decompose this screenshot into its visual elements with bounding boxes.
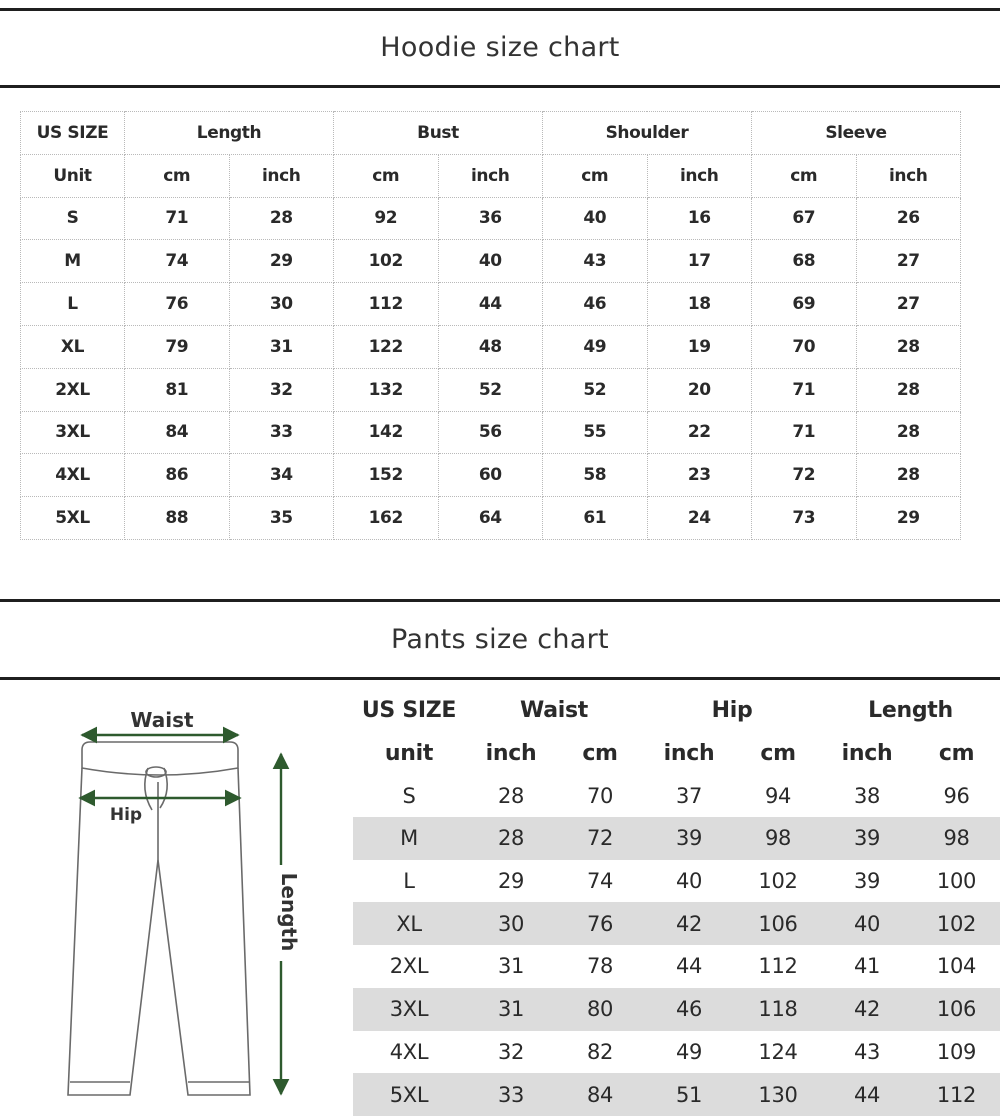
measurement-cell: 73: [752, 497, 857, 540]
measurement-cell: 36: [438, 197, 543, 240]
measurement-cell: 78: [586, 954, 614, 979]
measurement-cell: 28: [229, 197, 334, 240]
measurement-cell: 84: [557, 1073, 643, 1116]
measurement-cell: 112: [758, 954, 798, 979]
hoodie-header-cell: Sleeve: [752, 112, 961, 155]
pants-title-divider: [0, 677, 1000, 680]
table-row: [353, 817, 1000, 860]
diagram-hip-label: Hip: [109, 805, 143, 825]
measurement-cell: 31: [497, 954, 525, 979]
measurement-cell: 34: [229, 454, 334, 497]
measurement-cell: 29: [856, 497, 961, 540]
measurement-cell: 112: [334, 283, 439, 326]
measurement-cell: 112: [913, 1073, 1000, 1116]
measurement-cell: 29: [229, 240, 334, 283]
size-label-cell: XL: [353, 902, 465, 945]
table-row: [353, 945, 1000, 988]
measurement-cell: 48: [438, 325, 543, 368]
measurement-cell: 69: [752, 283, 857, 326]
hoodie-unit-cell: inch: [856, 154, 961, 197]
measurement-cell: 30: [229, 283, 334, 326]
measurement-cell: 52: [543, 368, 648, 411]
table-row: [21, 497, 961, 540]
measurement-cell: 92: [334, 197, 439, 240]
measurement-cell: 17: [647, 240, 752, 283]
measurement-cell: 32: [497, 1039, 525, 1064]
size-label-cell: L: [403, 869, 415, 894]
measurement-cell: 38: [853, 783, 881, 808]
table-row: [21, 454, 961, 497]
pants-unit-cell: cm: [582, 740, 618, 766]
measurement-cell: 74: [586, 869, 614, 894]
hoodie-unit-cell: inch: [438, 154, 543, 197]
measurement-cell: 76: [557, 902, 643, 945]
size-label-cell: 3XL: [353, 988, 465, 1031]
hoodie-chart-title: Hoodie size chart: [380, 32, 620, 63]
table-row: [353, 860, 1000, 903]
measurement-cell: 67: [752, 197, 857, 240]
measurement-cell: 96: [943, 783, 970, 808]
size-label-cell: 3XL: [21, 411, 125, 454]
pants-header-cell: Hip: [711, 697, 753, 723]
measurement-cell: 27: [856, 240, 961, 283]
measurement-cell: 20: [647, 368, 752, 411]
measurement-cell: 132: [334, 368, 439, 411]
table-row: [21, 197, 961, 240]
measurement-cell: 79: [125, 325, 230, 368]
measurement-cell: 70: [752, 325, 857, 368]
hoodie-unit-row: [21, 154, 961, 197]
measurement-cell: 30: [465, 902, 557, 945]
measurement-cell: 37: [675, 783, 703, 808]
size-label-cell: S: [402, 783, 416, 808]
measurement-cell: 55: [543, 411, 648, 454]
measurement-cell: 23: [647, 454, 752, 497]
measurement-cell: 71: [752, 411, 857, 454]
measurement-cell: 84: [125, 411, 230, 454]
table-row: [353, 1073, 1000, 1116]
measurement-cell: 40: [821, 902, 913, 945]
measurement-cell: 70: [586, 783, 614, 808]
measurement-cell: 58: [543, 454, 648, 497]
table-row: [353, 1031, 1000, 1074]
measurement-cell: 82: [586, 1039, 614, 1064]
size-label-cell: 2XL: [389, 954, 429, 979]
measurement-cell: 106: [913, 988, 1000, 1031]
size-label-cell: M: [21, 240, 125, 283]
hoodie-header-cell: Bust: [334, 112, 543, 155]
measurement-cell: 32: [229, 368, 334, 411]
pants-outline-icon: [68, 742, 250, 1095]
pants-unit-cell: cm: [938, 740, 975, 766]
measurement-cell: 40: [675, 869, 703, 894]
measurement-cell: 43: [853, 1039, 881, 1064]
measurement-cell: 74: [125, 240, 230, 283]
measurement-cell: 33: [229, 411, 334, 454]
measurement-cell: 43: [543, 240, 648, 283]
measurement-cell: 39: [643, 817, 735, 860]
hoodie-unit-cell: cm: [125, 154, 230, 197]
hoodie-unit-cell: inch: [229, 154, 334, 197]
measurement-cell: 61: [543, 497, 648, 540]
hoodie-title-divider: [0, 85, 1000, 88]
size-label-cell: M: [353, 817, 465, 860]
measurement-cell: 40: [438, 240, 543, 283]
measurement-cell: 71: [125, 197, 230, 240]
measurement-cell: 81: [125, 368, 230, 411]
measurement-cell: 118: [735, 988, 821, 1031]
pants-header-cell: Length: [868, 697, 953, 723]
size-label-cell: 2XL: [21, 368, 125, 411]
measurement-cell: 22: [647, 411, 752, 454]
measurement-cell: 60: [438, 454, 543, 497]
measurement-cell: 33: [465, 1073, 557, 1116]
pants-unit-cell: inch: [485, 740, 537, 766]
hoodie-header-row: [21, 112, 961, 155]
measurement-cell: 51: [643, 1073, 735, 1116]
table-row: [353, 774, 1000, 817]
measurement-cell: 124: [758, 1039, 798, 1064]
measurement-cell: 46: [543, 283, 648, 326]
measurement-cell: 152: [334, 454, 439, 497]
measurement-cell: 44: [438, 283, 543, 326]
measurement-cell: 80: [557, 988, 643, 1031]
measurement-cell: 71: [752, 368, 857, 411]
measurement-cell: 24: [647, 497, 752, 540]
measurement-cell: 49: [543, 325, 648, 368]
measurement-cell: 104: [936, 954, 977, 979]
measurement-cell: 28: [856, 411, 961, 454]
measurement-cell: 98: [735, 817, 821, 860]
measurement-cell: 41: [853, 954, 881, 979]
measurement-cell: 29: [497, 869, 525, 894]
measurement-cell: 35: [229, 497, 334, 540]
measurement-cell: 106: [735, 902, 821, 945]
hoodie-size-table: [20, 111, 961, 540]
measurement-cell: 162: [334, 497, 439, 540]
pants-measurement-diagram: [60, 690, 320, 1110]
measurement-cell: 16: [647, 197, 752, 240]
size-label-cell: 5XL: [353, 1073, 465, 1116]
table-row: [21, 325, 961, 368]
measurement-cell: 46: [643, 988, 735, 1031]
hoodie-header-cell: Shoulder: [543, 112, 752, 155]
pants-unit-cell: inch: [841, 740, 893, 766]
size-label-cell: 4XL: [21, 454, 125, 497]
measurement-cell: 76: [125, 283, 230, 326]
hoodie-unit-cell: cm: [334, 154, 439, 197]
table-row: [21, 283, 961, 326]
measurement-cell: 86: [125, 454, 230, 497]
measurement-cell: 28: [465, 817, 557, 860]
measurement-cell: 28: [856, 325, 961, 368]
diagram-waist-label: Waist: [130, 708, 194, 732]
measurement-cell: 49: [675, 1039, 703, 1064]
size-label-cell: 5XL: [21, 497, 125, 540]
pants-header-row: [353, 689, 1000, 732]
measurement-cell: 27: [856, 283, 961, 326]
table-row: [21, 411, 961, 454]
measurement-cell: 98: [913, 817, 1000, 860]
pants-header-cell: Waist: [520, 697, 588, 723]
measurement-cell: 68: [752, 240, 857, 283]
hoodie-unit-cell: cm: [543, 154, 648, 197]
measurement-cell: 102: [758, 869, 798, 894]
pants-unit-cell: cm: [760, 740, 796, 766]
top-divider: [0, 8, 1000, 11]
table-row: [21, 240, 961, 283]
hoodie-unit-cell: inch: [647, 154, 752, 197]
size-label-cell: S: [21, 197, 125, 240]
pants-size-table: [353, 689, 1000, 1116]
pants-unit-row: [353, 732, 1000, 775]
measurement-cell: 42: [821, 988, 913, 1031]
hoodie-unit-cell: Unit: [21, 154, 125, 197]
measurement-cell: 26: [856, 197, 961, 240]
measurement-cell: 40: [543, 197, 648, 240]
measurement-cell: 56: [438, 411, 543, 454]
measurement-cell: 28: [497, 783, 525, 808]
measurement-cell: 100: [936, 869, 977, 894]
pants-unit-cell: unit: [384, 740, 434, 766]
measurement-cell: 31: [465, 988, 557, 1031]
measurement-cell: 39: [853, 869, 881, 894]
size-label-cell: 4XL: [389, 1039, 429, 1064]
measurement-cell: 39: [821, 817, 913, 860]
measurement-cell: 42: [643, 902, 735, 945]
diagram-length-label: Length: [277, 872, 301, 952]
measurement-cell: 44: [821, 1073, 913, 1116]
measurement-cell: 52: [438, 368, 543, 411]
size-label-cell: XL: [21, 325, 125, 368]
measurement-cell: 102: [913, 902, 1000, 945]
measurement-cell: 19: [647, 325, 752, 368]
pants-unit-cell: inch: [663, 740, 715, 766]
measurement-cell: 109: [936, 1039, 977, 1064]
table-row: [353, 988, 1000, 1031]
hoodie-unit-cell: cm: [752, 154, 857, 197]
measurement-cell: 28: [856, 368, 961, 411]
hoodie-header-cell: US SIZE: [21, 112, 125, 155]
table-row: [353, 902, 1000, 945]
hoodie-header-cell: Length: [125, 112, 334, 155]
measurement-cell: 18: [647, 283, 752, 326]
pants-section-divider: [0, 599, 1000, 602]
pants-chart-title: Pants size chart: [391, 624, 609, 655]
measurement-cell: 88: [125, 497, 230, 540]
measurement-cell: 94: [764, 783, 792, 808]
measurement-cell: 130: [735, 1073, 821, 1116]
measurement-cell: 72: [752, 454, 857, 497]
measurement-cell: 72: [557, 817, 643, 860]
table-row: [21, 368, 961, 411]
pants-header-cell: US SIZE: [361, 697, 457, 723]
measurement-cell: 28: [856, 454, 961, 497]
measurement-cell: 142: [334, 411, 439, 454]
measurement-cell: 64: [438, 497, 543, 540]
size-label-cell: L: [21, 283, 125, 326]
measurement-cell: 31: [229, 325, 334, 368]
measurement-cell: 102: [334, 240, 439, 283]
measurement-cell: 122: [334, 325, 439, 368]
measurement-cell: 44: [675, 954, 703, 979]
